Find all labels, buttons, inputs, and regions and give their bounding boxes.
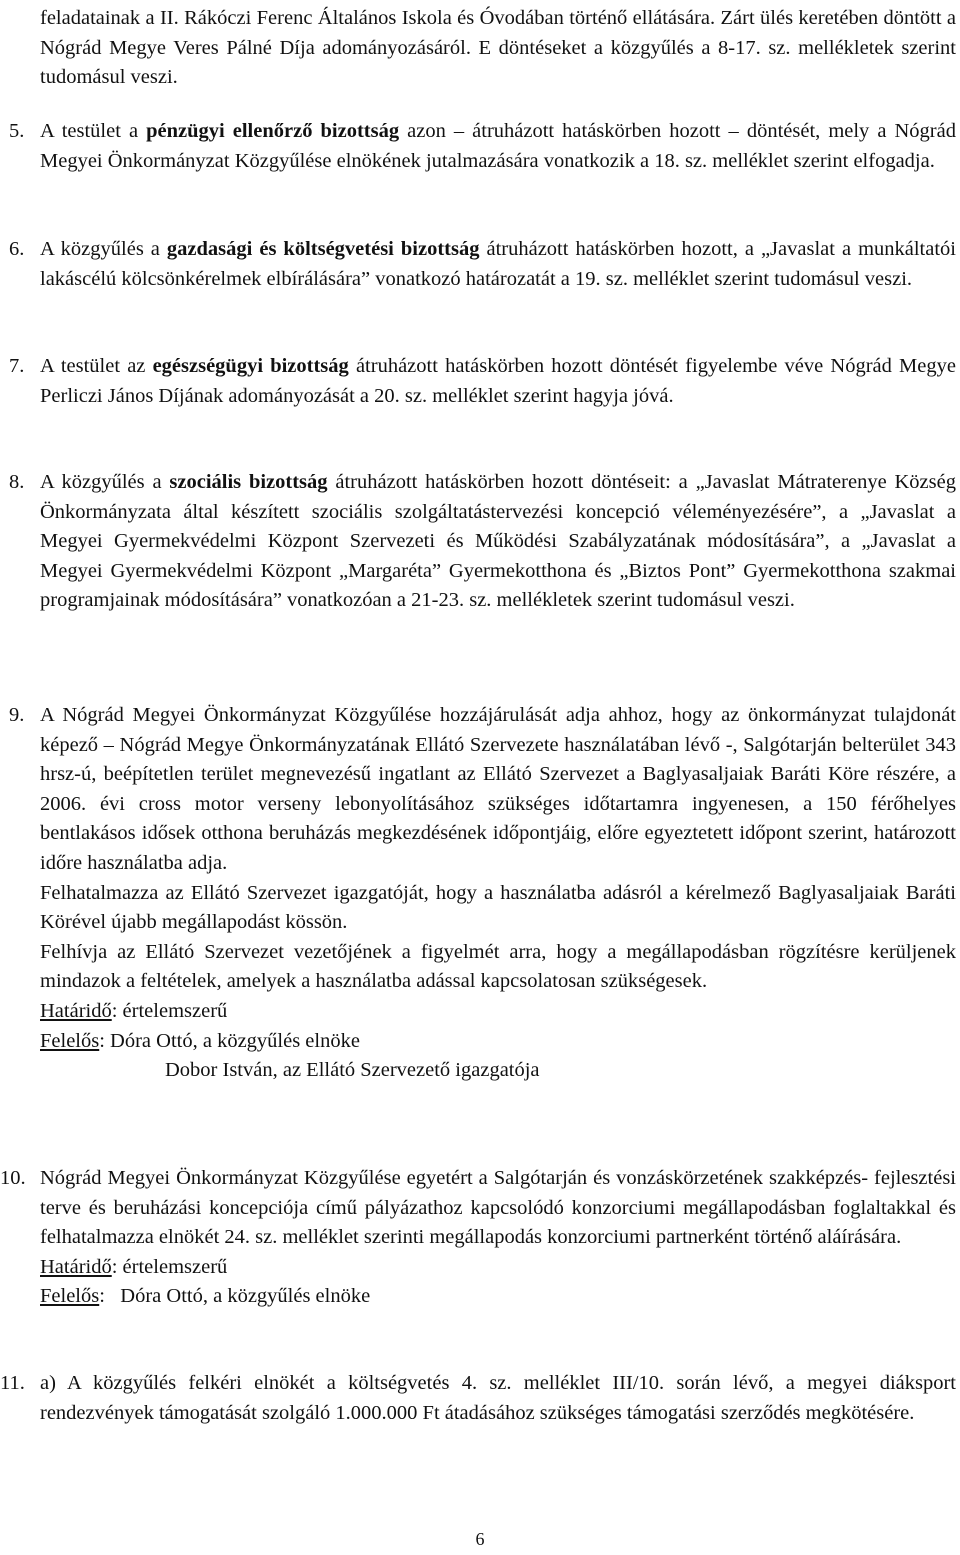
responsible-line-2: Dobor István, az Ellátó Szervezető igazgatója bbox=[165, 1059, 540, 1082]
deadline-label: Határidő bbox=[40, 999, 112, 1022]
list-item-11 bbox=[0, 1369, 956, 1428]
list-item-5 bbox=[0, 117, 956, 176]
committee-name: gazdasági és költségvetési bizottság bbox=[166, 238, 480, 260]
responsible-value: : Dóra Ottó, a közgyűlés elnöke bbox=[99, 1029, 360, 1052]
list-item-6 bbox=[0, 235, 956, 294]
deadline-line bbox=[40, 1253, 956, 1283]
paragraph: Felhívja az Ellátó Szervezet vezetőjének a figyelmét arra, hogy a megállapodásban rögzítésre kerüljenek mindazok a feltételek, amelyek a használatba adással kapcsolatosan szükségesek. bbox=[40, 940, 956, 993]
item-number: 11. bbox=[0, 1372, 25, 1394]
paragraph: A Nógrád Megyei Önkormányzat Közgyűlése hozzájárulását adja ahhoz, hogy az önkormányzat tulajdonát képező – Nógrád Megye Önkormányzatának Ellátó Szervezete használatában lévő -, Salgótarján belterület 343 hrsz-ú, beépítetlen terület megnevezésű ingatlant az Ellátó Szervezet a Baglyasaljaiak Baráti Köre részére, a 2006. évi cross motor verseny lebonyolításához szükséges időtartamra ingyenesen, a 150 férőhelyes bentlakásos idősek otthona beruházás megkezdésének időpontjáig, előre egyeztetett időpont szerint, határozott időre használatba adja. bbox=[40, 704, 956, 874]
item-text bbox=[40, 1164, 956, 1312]
item-text bbox=[40, 701, 956, 1086]
item-text bbox=[40, 1369, 956, 1428]
committee-name: pénzügyi ellenőrző bizottság bbox=[146, 120, 400, 142]
paragraph: a) A közgyűlés felkéri elnökét a költségvetés 4. sz. melléklet III/10. során lévő, a megyei diáksport rendezvények támogatását szolgáló 1.000.000 Ft átadásához szükséges támogatási szerződés megkötésére. bbox=[40, 1372, 956, 1424]
item-number: 5. bbox=[9, 120, 25, 142]
committee-name: szociális bizottság bbox=[169, 471, 328, 493]
item-number: 6. bbox=[9, 238, 25, 260]
paragraph: Felhatalmazza az Ellátó Szervezet igazgatóját, hogy a használatba adásról a kérelmező Baglyasaljaiak Baráti Körével újabb megállapodást kössön. bbox=[40, 881, 956, 934]
deadline-value: : értelemszerű bbox=[111, 1255, 228, 1278]
item-number: 7. bbox=[9, 355, 25, 377]
item-text: A testület az egészségügyi bizottság átruházott hatáskörben hozott döntését figyelembe véve Nógrád Megye Perliczi János Díjának adományozását a 20. sz. melléklet szerint hagyja jóvá. bbox=[40, 355, 956, 407]
responsible-label: Felelős bbox=[40, 1029, 100, 1052]
item-number: 8. bbox=[9, 471, 25, 493]
committee-name: egészségügyi bizottság bbox=[152, 355, 349, 377]
list-item-9 bbox=[0, 701, 956, 1086]
item-number: 10. bbox=[0, 1167, 26, 1189]
responsible-value: : Dóra Ottó, a közgyűlés elnöke bbox=[99, 1285, 371, 1308]
item-number: 9. bbox=[9, 704, 25, 726]
intro-paragraph: feladatainak a II. Rákóczi Ferenc Általános Iskola és Óvodában történő ellátására. Zárt ülés keretében döntött a Nógrád Megye Veres Pálné Díja adományozásáról. E döntéseket a közgyűlés a 8-17. sz. mellékletek szerint tudomásul veszi. bbox=[40, 7, 956, 89]
responsible-line bbox=[40, 1027, 956, 1057]
item-text: A testület a pénzügyi ellenőrző bizottság azon – átruházott hatáskörben hozott – döntését, mely a Nógrád Megyei Önkormányzat Közgyűlése elnökének jutalmazására vonatkozik a 18. sz. melléklet szerint elfogadja. bbox=[40, 120, 956, 172]
responsible-line bbox=[40, 1282, 956, 1312]
deadline-value: : értelemszerű bbox=[111, 999, 228, 1022]
list-item-8 bbox=[0, 468, 956, 616]
list-item-7 bbox=[0, 352, 956, 411]
deadline-line bbox=[40, 997, 956, 1027]
page-number: 6 bbox=[475, 1529, 485, 1549]
list-item-10 bbox=[0, 1164, 956, 1312]
item-text: A közgyűlés a gazdasági és költségvetési bizottság átruházott hatáskörben hozott, a „Javaslat a munkáltatói lakáscélú kölcsönkérelmek elbírálására” vonatkozó határozatát a 19. sz. melléklet szerint tudomásul veszi. bbox=[40, 238, 956, 290]
deadline-label: Határidő bbox=[40, 1255, 112, 1278]
responsible-label: Felelős bbox=[40, 1285, 100, 1308]
paragraph: Nógrád Megyei Önkormányzat Közgyűlése egyetért a Salgótarján és vonzáskörzetének szakképzés- fejlesztési terve és beruházási koncepciója című pályázathoz kapcsolódó konzorciumi megállapodásban foglaltakkal és felhatalmazza elnökét 24. sz. melléklet szerinti megállapodás konzorciumi partnerként történő aláírására. bbox=[40, 1167, 956, 1249]
item-text: A közgyűlés a szociális bizottság átruházott hatáskörben hozott döntéseit: a „Javaslat Mátraterenye Község Önkormányzata által készített szociális szolgáltatástervezési koncepció véleményezésére”, a „Javaslat a Megyei Gyermekvédelmi Központ Szervezeti és Működési Szabályzatának módosítására”, a „Javaslat a Megyei Gyermekvédelmi Központ „Margaréta” Gyermekotthona és „Biztos Pont” Gyermekotthona szakmai programjainak módosítására” vonatkozóan a 21-23. sz. mellékletek szerint tudomásul veszi. bbox=[40, 471, 956, 612]
